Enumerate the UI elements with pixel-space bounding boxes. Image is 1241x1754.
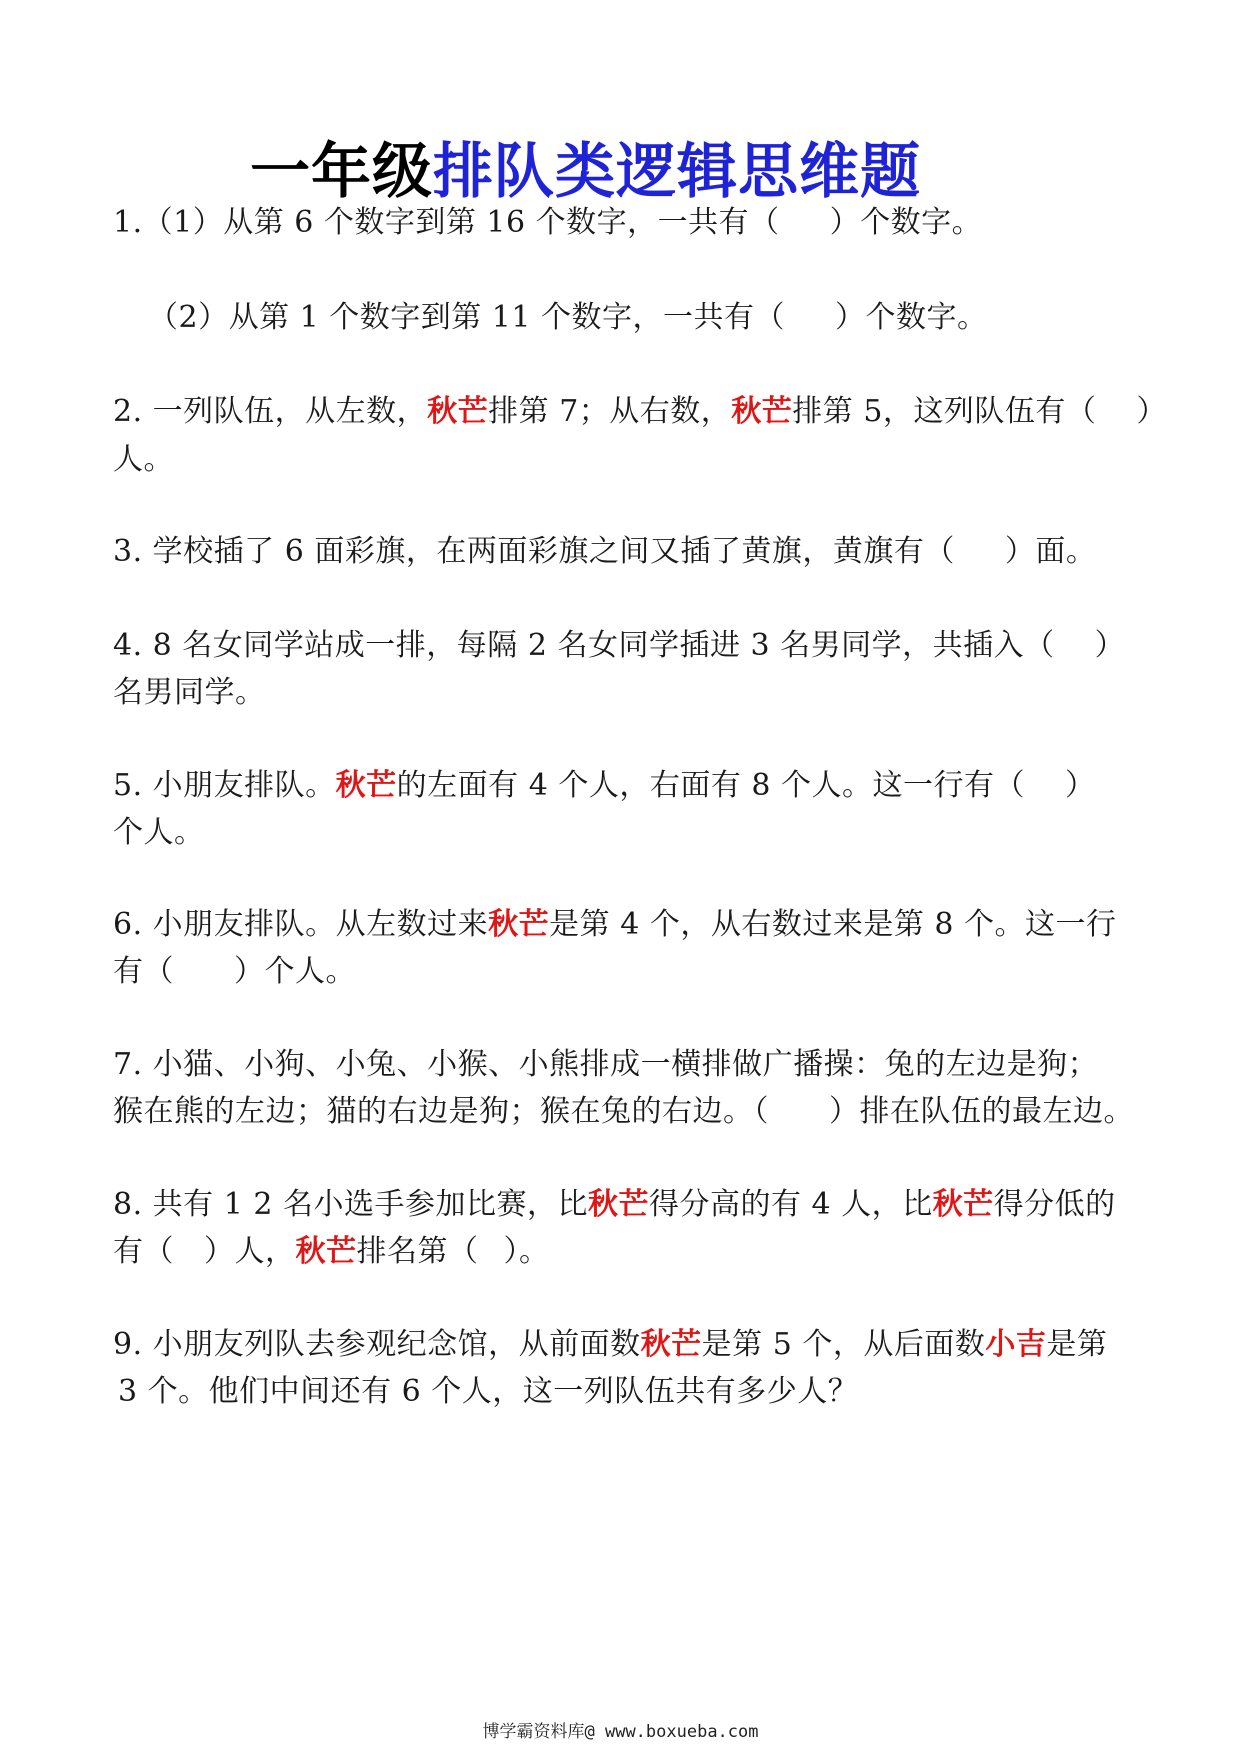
question-5-line-1: 5. 小朋友排队。秋芒的左面有 4 个人，右面有 8 个人。这一行有（ ） (113, 768, 1096, 803)
page-title (250, 132, 921, 212)
question-7-line-2: 猴在熊的左边；猫的右边是狗；猴在兔的右边。（ ）排在队伍的最左边。 (113, 1094, 1134, 1129)
name-qiumang: 秋芒 (932, 1187, 994, 1222)
question-8-line-2: 有（ ）人，秋芒排名第（ ）。 (113, 1234, 550, 1269)
question-8-line-1: 8. 共有 1 2 名小选手参加比赛，比秋芒得分高的有 4 人，比秋芒得分低的 (113, 1187, 1116, 1222)
question-4-line-2: 名男同学。 (113, 675, 266, 710)
name-qiumang: 秋芒 (640, 1327, 702, 1362)
name-xiaoji: 小吉 (985, 1327, 1047, 1362)
question-6-line-1: 6. 小朋友排队。从左数过来秋芒是第 4 个，从右数过来是第 8 个。这一行 (113, 907, 1117, 942)
question-9-line-2: 3 个。他们中间还有 6 个人，这一列队伍共有多少人？ (118, 1374, 859, 1409)
question-4-line-1: 4. 8 名女同学站成一排，每隔 2 名女同学插进 3 名男同学，共插入（ ） (113, 628, 1126, 663)
name-qiumang: 秋芒 (587, 1187, 649, 1222)
footer-watermark: 博学霸资料库@ www.boxueba.com (482, 1722, 759, 1742)
question-2-line-1: 2. 一列队伍，从左数，秋芒排第 7；从右数，秋芒排第 5，这列队伍有（ ） (113, 394, 1167, 429)
question-1b: （2）从第 1 个数字到第 11 个数字，一共有（ ）个数字。 (148, 300, 988, 335)
name-qiumang: 秋芒 (731, 394, 793, 429)
name-qiumang: 秋芒 (427, 394, 489, 429)
question-5-line-2: 个人。 (113, 815, 205, 850)
title-grade: 一年级 (250, 137, 433, 207)
question-1a: 1.（1）从第 6 个数字到第 16 个数字，一共有（ ）个数字。 (113, 205, 983, 240)
name-qiumang: 秋芒 (488, 907, 550, 942)
question-7-line-1: 7. 小猫、小狗、小兔、小猴、小熊排成一横排做广播操：兔的左边是狗； (113, 1047, 1099, 1082)
title-topic: 排队类逻辑思维题 (433, 137, 921, 207)
name-qiumang: 秋芒 (295, 1234, 357, 1269)
name-qiumang: 秋芒 (335, 768, 397, 803)
question-6-line-2: 有（ ）个人。 (113, 954, 356, 989)
question-2-line-2: 人。 (113, 442, 174, 477)
question-9-line-1: 9. 小朋友列队去参观纪念馆，从前面数秋芒是第 5 个，从后面数小吉是第 (113, 1327, 1108, 1362)
question-3: 3. 学校插了 6 面彩旗，在两面彩旗之间又插了黄旗，黄旗有（ ）面。 (113, 534, 1097, 569)
